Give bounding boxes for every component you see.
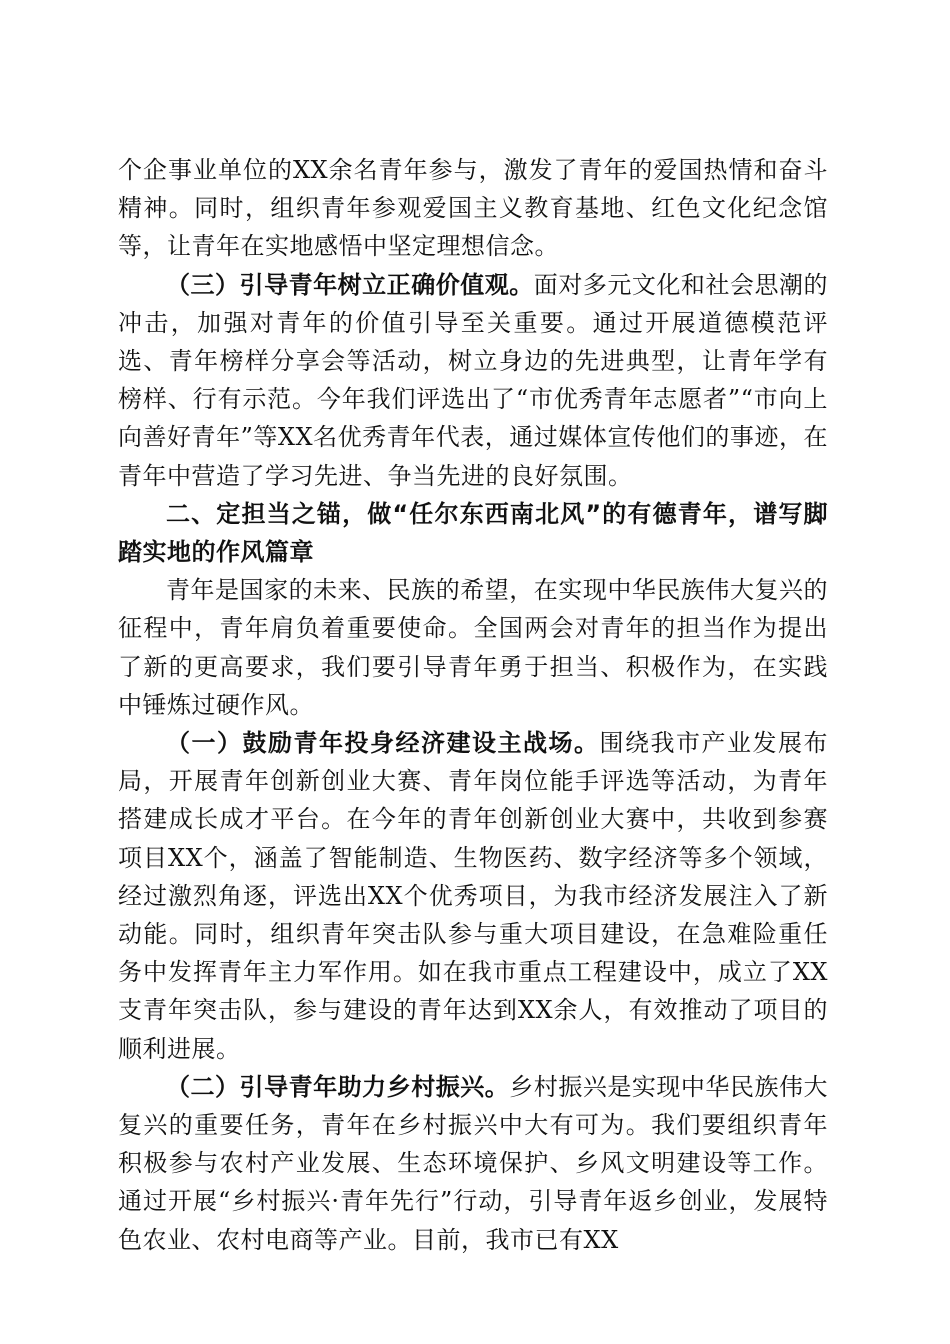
subsection-lead: （三）引导青年树立正确价值观。 xyxy=(166,269,534,299)
subsection-lead: （一）鼓励青年投身经济建设主战场。 xyxy=(166,728,600,758)
body-paragraph-1 xyxy=(118,151,828,266)
paragraph-text: 乡村振兴是实现中华民族伟大复兴的重要任务，青年在乡村振兴中大有可为。我们要组织青年积极参与农村产业发展、生态环境保护、乡风文明建设等工作。通过开展“乡村振兴·青年先行”行动，引导青年返乡创业，发展特色农业、农村电商等产业。目前，我市已有XX xyxy=(118,1072,829,1254)
paragraph-text: 面对多元文化和社会思潮的冲击，加强对青年的价值引导至关重要。通过开展道德模范评选、青年榜样分享会等活动，树立身边的先进典型，让青年学有榜样、行有示范。今年我们评选出了“市优秀青年志愿者”“市向上向善好青年”等XX名优秀青年代表，通过媒体宣传他们的事迹，在青年中营造了学习先进、争当先进的良好氛围。 xyxy=(118,270,829,490)
section-heading-2: 二、定担当之锚，做“任尔东西南北风”的有德青年，谱写脚踏实地的作风篇章 xyxy=(118,499,828,567)
body-paragraph-5 xyxy=(118,1068,828,1259)
paragraph-text: 围绕我市产业发展布局，开展青年创新创业大赛、青年岗位能手评选等活动，为青年搭建成长成才平台。在今年的青年创新创业大赛中，共收到参赛项目XX个，涵盖了智能制造、生物医药、数字经济等多个领域，经过激烈角逐，评选出XX个优秀项目，为我市经济发展注入了新动能。同时，组织青年突击队参与重大项目建设，在急难险重任务中发挥青年主力军作用。如在我市重点工程建设中，成立了XX支青年突击队，参与建设的青年达到XX余人，有效推动了项目的顺利进展。 xyxy=(118,729,828,1063)
document-page xyxy=(118,151,828,1259)
subsection-lead: （二）引导青年助力乡村振兴。 xyxy=(166,1071,510,1101)
paragraph-text: 个企事业单位的XX余名青年参与，激发了青年的爱国热情和奋斗精神。同时，组织青年参观爱国主义教育基地、红色文化纪念馆等，让青年在实地感悟中坚定理想信念。 xyxy=(118,156,828,261)
paragraph-text: 青年是国家的未来、民族的希望，在实现中华民族伟大复兴的征程中，青年肩负着重要使命。全国两会对青年的担当作为提出了新的更高要求，我们要引导青年勇于担当、积极作为，在实践中锤炼过硬作风。 xyxy=(118,576,828,719)
body-paragraph-4 xyxy=(118,724,828,1068)
body-paragraph-2 xyxy=(118,266,828,495)
body-paragraph-3 xyxy=(118,571,828,724)
